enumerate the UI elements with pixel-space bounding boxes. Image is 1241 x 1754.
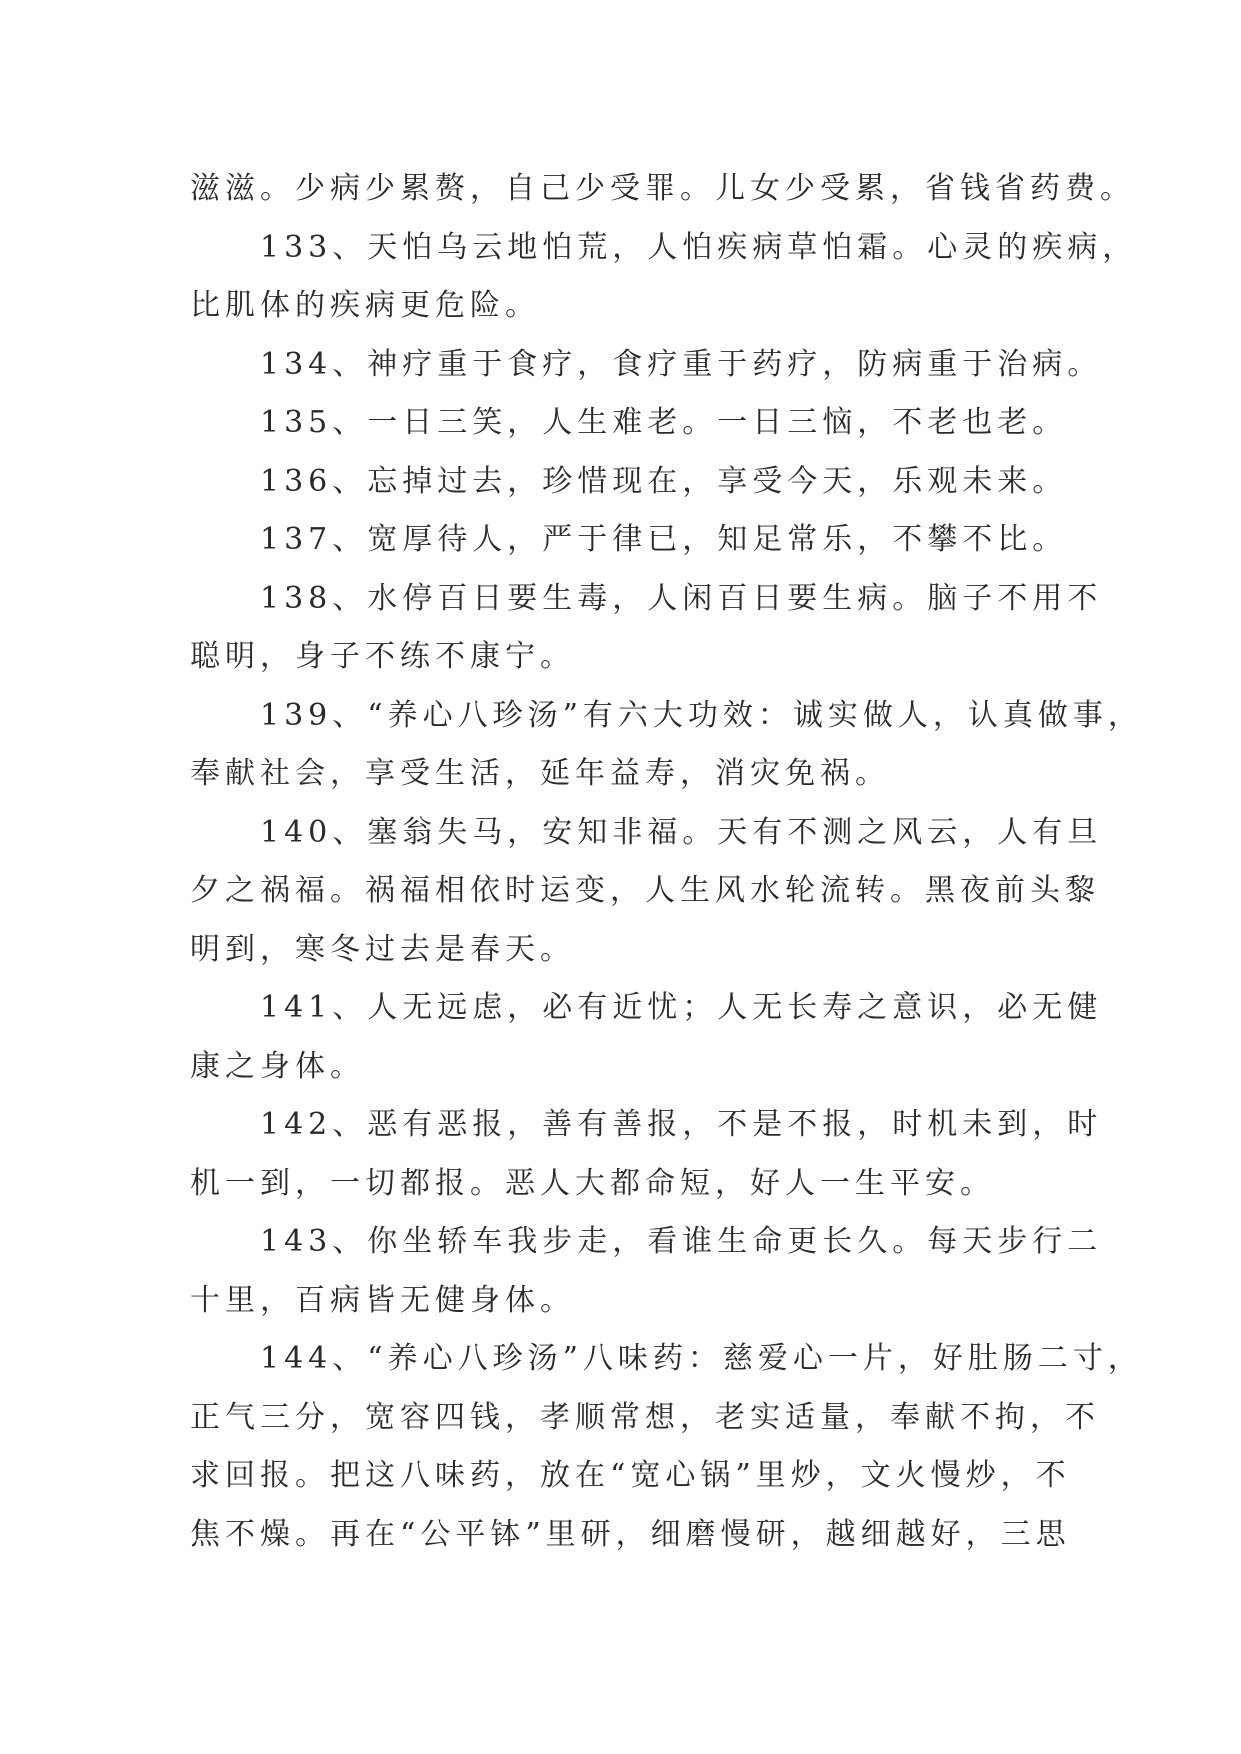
text-line: 137、宽厚待人，严于律已，知足常乐，不攀不比。	[260, 522, 1068, 557]
text-line: 明到，寒冬过去是春天。	[190, 931, 575, 967]
text-line: 滋滋。少病少累赘，自己少受罪。儿女少受累，省钱省药费。	[190, 171, 1135, 206]
text-line: 奉献社会，享受生活，延年益寿，消灾免祸。	[190, 756, 890, 791]
text-line: 143、你坐轿车我步走，看谁生命更长久。每天步行二	[260, 1224, 1103, 1259]
text-line: 142、恶有恶报，善有善报，不是不报，时机未到，时	[260, 1107, 1103, 1142]
text-line: 141、人无远虑，必有近忧；人无长寿之意识，必无健	[260, 990, 1103, 1025]
text-line: 144、“养心八珍汤”八味药：慈爱心一片，好肚肠二寸，	[260, 1341, 1143, 1376]
text-line: 十里，百病皆无健身体。	[190, 1282, 575, 1318]
text-line: 康之身体。	[190, 1048, 365, 1084]
text-line: 136、忘掉过去，珍惜现在，享受今天，乐观未来。	[260, 463, 1068, 499]
text-line: 求回报。把这八味药，放在“宽心锅”里炒，文火慢炒，不	[190, 1458, 1071, 1493]
text-line: 134、神疗重于食疗，食疗重于药疗，防病重于治病。	[260, 346, 1103, 382]
text-line: 机一到，一切都报。恶人大都命短，好人一生平安。	[190, 1165, 995, 1201]
text-line: 比肌体的疾病更危险。	[190, 288, 540, 323]
text-line: 焦不燥。再在“公平钵”里研，细磨慢研，越细越好，三思	[190, 1516, 1071, 1552]
text-line: 139、“养心八珍汤”有六大功效：诚实做人，认真做事，	[260, 697, 1143, 733]
text-line: 135、一日三笑，人生难老。一日三恼，不老也老。	[260, 405, 1068, 440]
text-line: 138、水停百日要生毒，人闲百日要生病。脑子不用不	[260, 580, 1103, 616]
text-line: 夕之祸福。祸福相依时运变，人生风水轮流转。黑夜前头黎	[190, 873, 1100, 908]
body-text	[190, 160, 1143, 1564]
text-line: 聪明，身子不练不康宁。	[190, 639, 575, 674]
text-line: 133、天怕乌云地怕荒，人怕疾病草怕霜。心灵的疾病，	[260, 229, 1138, 265]
text-line: 140、塞翁失马，安知非福。天有不测之风云，人有旦	[260, 814, 1103, 850]
text-line: 正气三分，宽容四钱，孝顺常想，老实适量，奉献不拘，不	[190, 1399, 1100, 1435]
